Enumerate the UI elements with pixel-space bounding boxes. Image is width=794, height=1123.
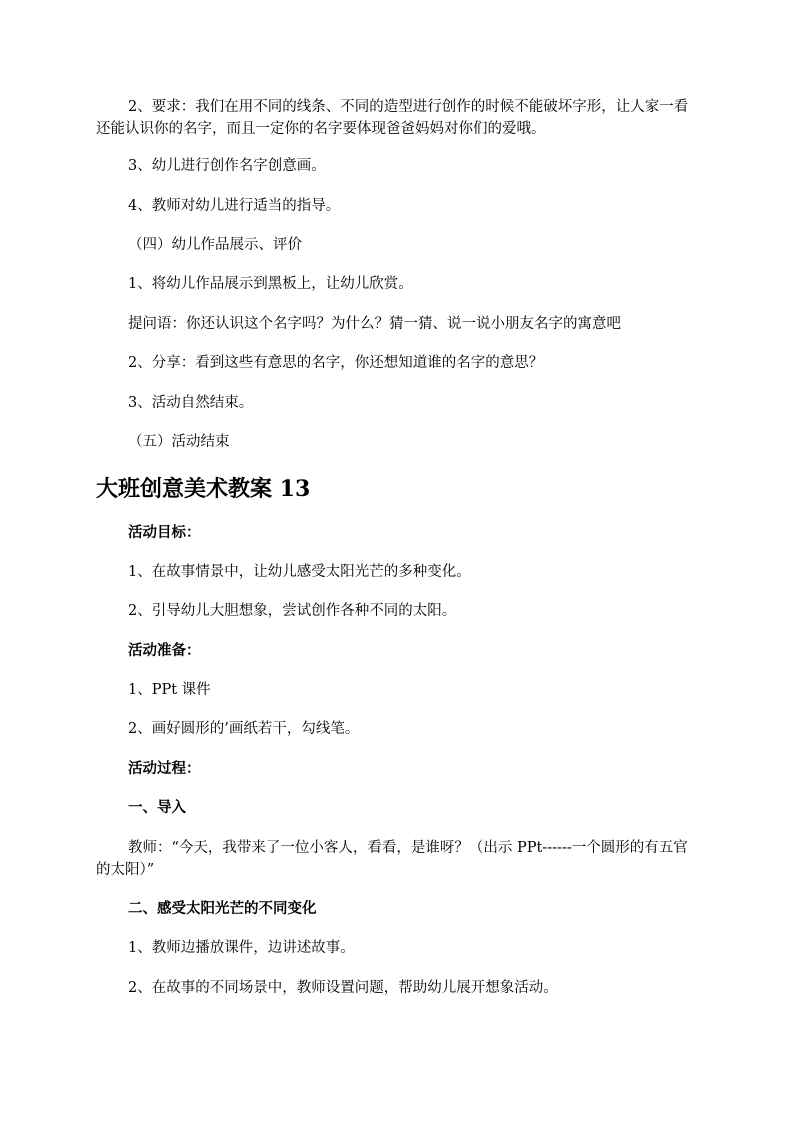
goal-item-1: 1、在故事情景中，让幼儿感受太阳光芒的多种变化。 [128, 564, 471, 580]
step-4: 4、教师对幼儿进行适当的指导。 [128, 198, 341, 214]
requirement-paragraph: 2、要求：我们在用不同的线条、不同的造型进行创作的时候不能破坏字形，让人家一看还能认识你的名字，而且一定你的名字要体现爸爸妈妈对你们的爱哦。 [96, 99, 689, 137]
process-label: 活动过程： [128, 760, 201, 777]
part-2-title: 二、感受太阳光芒的不同变化 [128, 900, 317, 917]
part-1-title: 一、导入 [128, 799, 186, 816]
question-paragraph: 提问语：你还认识这个名字吗？为什么？猜一猜、说一说小朋友名字的寓意吧 [128, 316, 621, 332]
section-5-title: （五）活动结束 [128, 434, 230, 450]
part-2-item-2: 2、在故事的不同场景中，教师设置问题，帮助幼儿展开想象活动。 [128, 980, 558, 996]
section-4-item-1: 1、将幼儿作品展示到黑板上，让幼儿欣赏。 [128, 276, 413, 292]
goal-item-2: 2、引导幼儿大胆想象，尝试创作各种不同的太阳。 [128, 603, 457, 619]
section-4-item-3: 3、活动自然结束。 [128, 395, 254, 411]
step-3: 3、幼儿进行创作名字创意画。 [128, 158, 326, 174]
part-1-text: 教师：“今天，我带来了一位小客人，看看，是谁呀？（出示 PPt------一个圆形的有五官的太阳）” [96, 840, 688, 878]
section-4-title: （四）幼儿作品展示、评价 [128, 237, 302, 253]
prep-item-1: 1、PPt 课件 [128, 682, 211, 698]
section-4-item-2: 2、分享：看到这些有意思的名字，你还想知道谁的名字的意思？ [128, 355, 544, 371]
part-2-item-1: 1、教师边播放课件，边讲述故事。 [128, 940, 355, 956]
prep-label: 活动准备： [128, 642, 201, 659]
prep-item-2: 2、画好圆形的’画纸若干，勾线笔。 [128, 721, 360, 737]
goals-label: 活动目标： [128, 524, 201, 541]
lesson-title: 大班创意美术教案 13 [96, 476, 311, 502]
